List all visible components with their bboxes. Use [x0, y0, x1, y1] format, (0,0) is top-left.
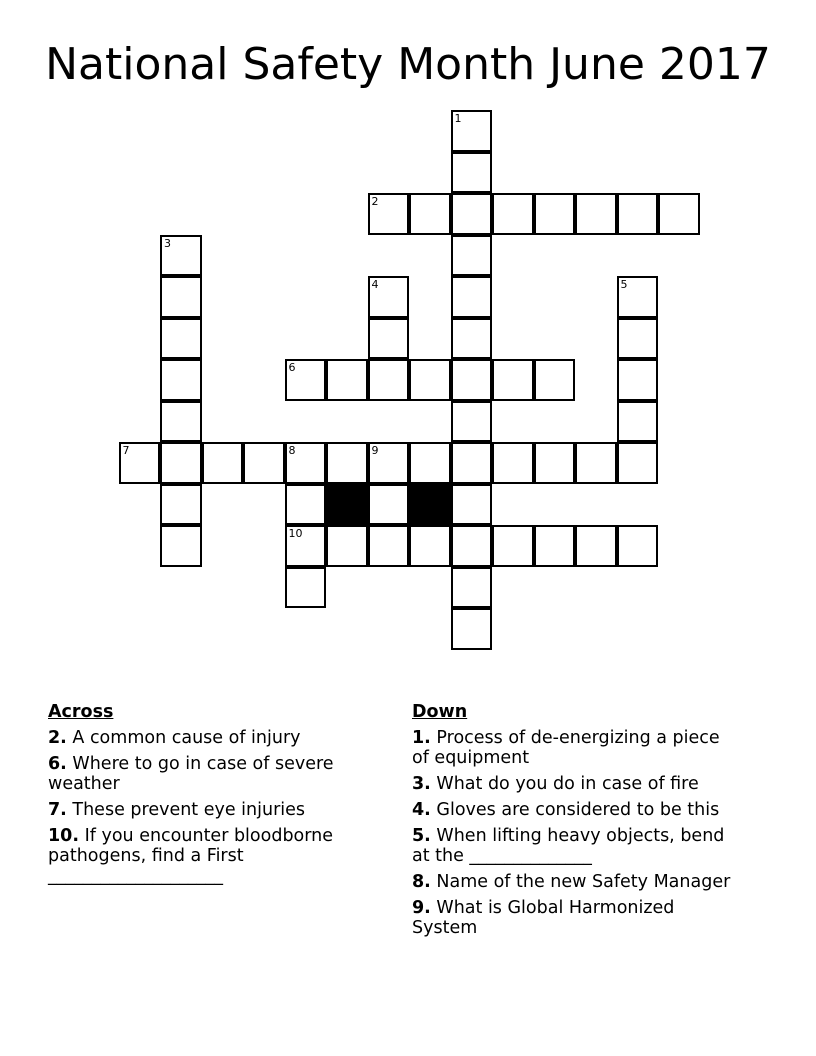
grid-cell[interactable] — [451, 110, 493, 152]
grid-cell[interactable] — [202, 442, 244, 484]
grid-cell[interactable] — [451, 442, 493, 484]
grid-cell[interactable] — [285, 442, 327, 484]
grid-cell[interactable] — [160, 484, 202, 526]
grid-cell[interactable] — [617, 525, 659, 567]
clue-across-7: 7. These prevent eye injuries — [48, 800, 306, 820]
grid-cell[interactable] — [534, 442, 576, 484]
grid-cell[interactable] — [492, 359, 534, 401]
grid-cell[interactable] — [617, 193, 659, 235]
grid-cell[interactable] — [368, 276, 410, 318]
grid-cell[interactable] — [409, 525, 451, 567]
clue-number: 1 — [454, 112, 462, 125]
black-cell — [409, 484, 451, 526]
grid-cell[interactable] — [160, 235, 202, 277]
black-cell — [326, 484, 368, 526]
clue-number: 7 — [122, 444, 130, 457]
page-title: National Safety Month June 2017 — [45, 39, 771, 90]
grid-cell[interactable] — [451, 401, 493, 443]
grid-cell[interactable] — [617, 318, 659, 360]
grid-cell[interactable] — [285, 359, 327, 401]
grid-cell[interactable] — [534, 193, 576, 235]
grid-cell[interactable] — [658, 193, 700, 235]
across-clues — [48, 702, 378, 892]
grid-cell[interactable] — [160, 318, 202, 360]
clue-number: 10 — [288, 527, 303, 540]
across-heading: Across — [48, 702, 114, 722]
down-heading: Down — [412, 702, 468, 722]
grid-cell[interactable] — [451, 567, 493, 609]
grid-cell[interactable] — [368, 484, 410, 526]
grid-cell[interactable] — [326, 442, 368, 484]
down-clues — [412, 702, 742, 944]
clue-number: 5 — [620, 278, 628, 291]
clue-number: 9 — [371, 444, 379, 457]
grid-cell[interactable] — [409, 442, 451, 484]
grid-cell[interactable] — [160, 442, 202, 484]
clue-number: 2 — [371, 195, 379, 208]
clue-down-1: 1. Process of de-energizing a piece of equipment — [412, 728, 720, 768]
grid-cell[interactable] — [160, 359, 202, 401]
clue-down-8: 8. Name of the new Safety Manager — [412, 872, 731, 892]
clue-down-4: 4. Gloves are considered to be this — [412, 800, 720, 820]
grid-cell[interactable] — [492, 525, 534, 567]
clue-number: 4 — [371, 278, 379, 291]
grid-cell[interactable] — [575, 442, 617, 484]
grid-cell[interactable] — [160, 401, 202, 443]
grid-cell[interactable] — [368, 359, 410, 401]
grid-cell[interactable] — [492, 193, 534, 235]
grid-cell[interactable] — [617, 276, 659, 318]
grid-cell[interactable] — [534, 525, 576, 567]
grid-cell[interactable] — [285, 567, 327, 609]
grid-cell[interactable] — [326, 525, 368, 567]
grid-cell[interactable] — [451, 193, 493, 235]
grid-cell[interactable] — [409, 193, 451, 235]
grid-cell[interactable] — [575, 193, 617, 235]
grid-cell[interactable] — [368, 318, 410, 360]
grid-cell[interactable] — [451, 235, 493, 277]
clue-down-5: 5. When lifting heavy objects, bend at the ______________ — [412, 826, 725, 866]
grid-cell[interactable] — [451, 276, 493, 318]
grid-cell[interactable] — [451, 608, 493, 650]
grid-cell[interactable] — [534, 359, 576, 401]
clue-down-9: 9. What is Global Harmonized System — [412, 898, 675, 938]
grid-cell[interactable] — [368, 442, 410, 484]
grid-cell[interactable] — [451, 359, 493, 401]
clue-down-3: 3. What do you do in case of fire — [412, 774, 699, 794]
clue-across-6: 6. Where to go in case of severe weather — [48, 754, 334, 794]
grid-cell[interactable] — [451, 525, 493, 567]
clue-across-2: 2. A common cause of injury — [48, 728, 301, 748]
grid-cell[interactable] — [285, 525, 327, 567]
grid-cell[interactable] — [409, 359, 451, 401]
grid-cell[interactable] — [617, 359, 659, 401]
grid-cell[interactable] — [451, 152, 493, 194]
grid-cell[interactable] — [160, 276, 202, 318]
grid-cell[interactable] — [285, 484, 327, 526]
grid-cell[interactable] — [368, 193, 410, 235]
grid-cell[interactable] — [326, 359, 368, 401]
grid-cell[interactable] — [160, 525, 202, 567]
grid-cell[interactable] — [119, 442, 161, 484]
grid-cell[interactable] — [451, 484, 493, 526]
grid-cell[interactable] — [243, 442, 285, 484]
grid-cell[interactable] — [368, 525, 410, 567]
clue-across-10: 10. If you encounter bloodborne pathogens, find a First ____________________ — [48, 826, 334, 886]
clue-number: 6 — [288, 361, 296, 374]
clue-number: 8 — [288, 444, 296, 457]
grid-cell[interactable] — [575, 525, 617, 567]
grid-cell[interactable] — [492, 442, 534, 484]
grid-cell[interactable] — [617, 442, 659, 484]
clue-number: 3 — [164, 236, 171, 250]
grid-cell[interactable] — [617, 401, 659, 443]
grid-cell[interactable] — [451, 318, 493, 360]
